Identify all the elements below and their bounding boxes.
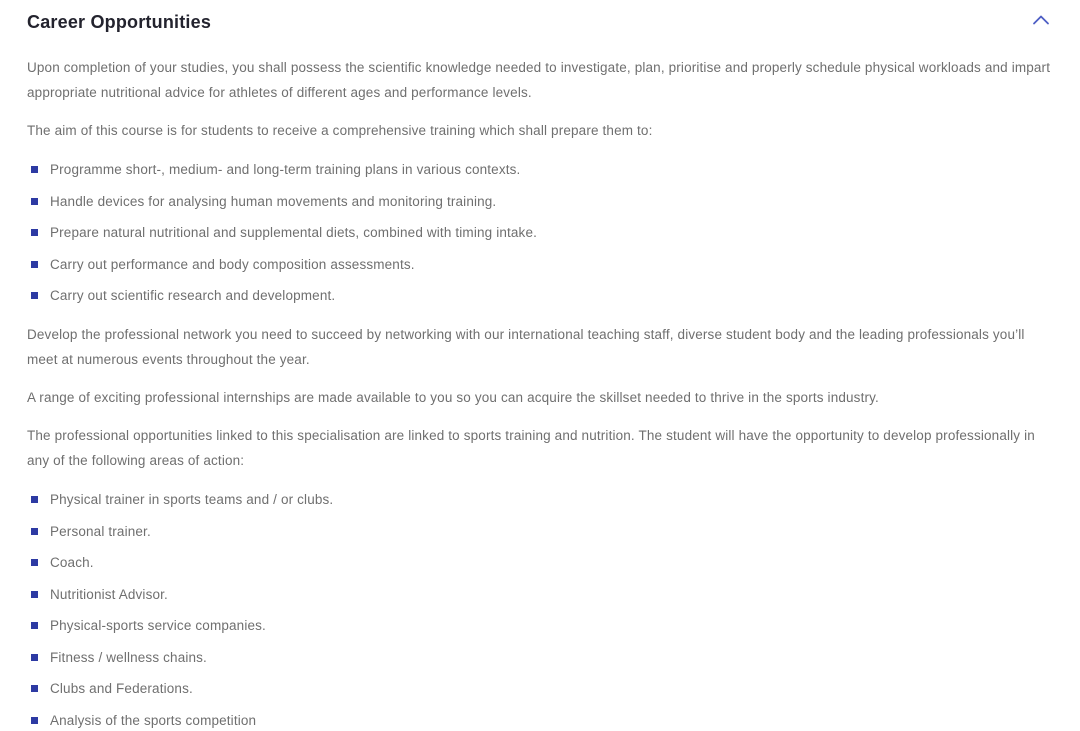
list-item: [27, 553, 1053, 573]
square-bullet-icon: [31, 591, 38, 598]
list-item: [27, 255, 1053, 275]
list-item: [27, 160, 1053, 180]
square-bullet-icon: [31, 559, 38, 566]
list-item-text: Fitness / wellness chains.: [50, 649, 207, 665]
square-bullet-icon: [31, 496, 38, 503]
square-bullet-icon: [31, 528, 38, 535]
intro-paragraph: Upon completion of your studies, you shall possess the scientific knowledge needed to investigate, plan, prioritise and properly schedule physical workloads and impart appropriate nutritional advice for athletes of different ages and performance levels.: [27, 60, 1051, 100]
list-item-text: Carry out scientific research and development.: [50, 288, 336, 303]
list-item: [27, 223, 1053, 243]
chevron-up-icon[interactable]: [1031, 12, 1051, 28]
square-bullet-icon: [31, 717, 38, 724]
training-outcomes-list: [27, 160, 1053, 306]
list-item-text: Programme short-, medium- and long-term training plans in various contexts.: [50, 162, 521, 177]
square-bullet-icon: [31, 654, 38, 661]
list-item-text: Personal trainer.: [50, 523, 151, 539]
list-item-text: Nutritionist Advisor.: [50, 586, 168, 602]
list-item-text: Physical-sports service companies.: [50, 618, 266, 633]
list-item-text: Handle devices for analysing human movements and monitoring training.: [50, 193, 497, 209]
square-bullet-icon: [31, 166, 38, 173]
list-item: [27, 585, 1053, 605]
list-item: [27, 192, 1053, 212]
list-item-text: Clubs and Federations.: [50, 681, 193, 696]
square-bullet-icon: [31, 261, 38, 268]
square-bullet-icon: [31, 198, 38, 205]
square-bullet-icon: [31, 292, 38, 299]
square-bullet-icon: [31, 229, 38, 236]
list-item: [27, 522, 1053, 542]
list-item-text: Physical trainer in sports teams and / or clubs.: [50, 492, 334, 507]
list-item: [27, 711, 1053, 731]
list-item-text: Coach.: [50, 555, 94, 570]
list-item-text: Prepare natural nutritional and supplemental diets, combined with timing intake.: [50, 225, 538, 240]
career-areas-list: [27, 490, 1053, 731]
aim-paragraph: The aim of this course is for students to receive a comprehensive training which shall prepare them to:: [27, 123, 653, 138]
square-bullet-icon: [31, 685, 38, 692]
list-item: [27, 616, 1053, 636]
list-item: [27, 679, 1053, 699]
list-item-text: Analysis of the sports competition: [50, 712, 257, 728]
section-title: Career Opportunities: [27, 12, 212, 32]
list-item: [27, 286, 1053, 306]
professional-paragraph: The professional opportunities linked to this specialisation are linked to sports training and nutrition. The student will have the opportunity to develop professionally in any of the following areas of action:: [27, 428, 1035, 468]
list-item: [27, 490, 1053, 510]
list-item-text: Carry out performance and body composition assessments.: [50, 256, 415, 272]
square-bullet-icon: [31, 622, 38, 629]
network-paragraph: Develop the professional network you need to succeed by networking with our international teaching staff, diverse student body and the leading professionals you’ll meet at numerous events throughout the year.: [27, 327, 1025, 367]
list-item: [27, 648, 1053, 668]
internships-paragraph: A range of exciting professional internships are made available to you so you can acquire the skillset needed to thrive in the sports industry.: [27, 390, 879, 405]
accordion-header[interactable]: [27, 10, 1053, 34]
